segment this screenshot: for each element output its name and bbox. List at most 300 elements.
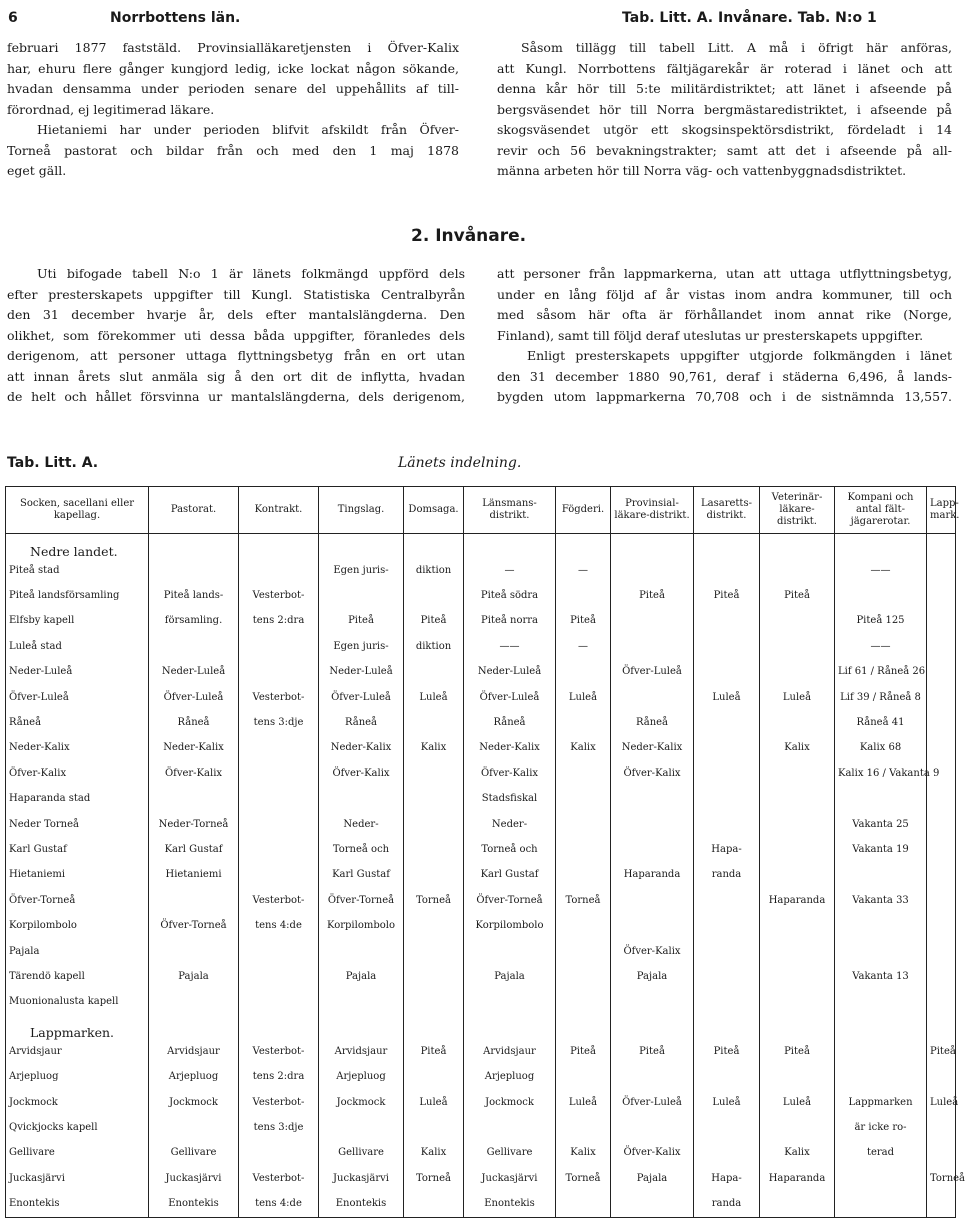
table-cell: [760, 1191, 835, 1217]
column-header: Socken, sacellani eller kapellag.: [6, 487, 149, 534]
table-cell: [694, 1064, 760, 1089]
text-line: skogsväsendet utgör ett skogsinspektörsdistrikt, fördeladt i 14: [497, 122, 952, 137]
column-header: Fögderi.: [556, 487, 611, 534]
table-cell: —: [556, 558, 611, 583]
table-cell: [404, 990, 464, 1015]
table-cell: [404, 913, 464, 938]
table-cell: [239, 787, 319, 812]
table-cell: [611, 609, 694, 634]
table-cell: Kalix: [556, 1141, 611, 1166]
table-cell: Pajala: [319, 964, 404, 989]
empty-cell: [556, 1015, 611, 1039]
table-cell: [239, 660, 319, 685]
table-cell: diktion: [404, 558, 464, 583]
parish-name-cell: Neder Torneå: [6, 812, 149, 837]
table-cell: randa: [694, 1191, 760, 1217]
table-cell: Karl Gustaf: [464, 863, 556, 888]
text-line: att innan årets slut anmäla sig å den ort dit de inflytta, hvadan: [7, 368, 465, 384]
empty-cell: [556, 534, 611, 559]
table-cell: [835, 787, 927, 812]
table-row: [6, 1191, 956, 1217]
table-cell: Juckasjärvi: [464, 1166, 556, 1191]
table-cell: Öfver-Kalix: [611, 939, 694, 964]
text-line: den 31 december 1880 90,761, deraf i städerna 6,496, å lands-: [497, 368, 952, 384]
table-row: [6, 1141, 956, 1166]
text-line: att personer från lappmarkerna, utan att uttaga utflyttningsbetyg,: [497, 266, 952, 281]
table-cell: [319, 787, 404, 812]
table-cell: [239, 1141, 319, 1166]
table-cell: diktion: [404, 634, 464, 659]
empty-cell: [694, 1015, 760, 1039]
table-cell: Gellivare: [149, 1141, 239, 1166]
table-cell: [611, 787, 694, 812]
text-line: hvadan densamma under perioden senare del uppehållits af till-: [7, 81, 459, 96]
table-row: [6, 888, 956, 913]
table-cell: tens 4:de: [239, 913, 319, 938]
table-cell: [556, 837, 611, 862]
table-cell: Luleå: [760, 685, 835, 710]
table-row: [6, 736, 956, 761]
table-row: [6, 710, 956, 735]
empty-cell: [404, 534, 464, 559]
table-row: [6, 609, 956, 634]
table-cell: [149, 990, 239, 1015]
right-running-title: Tab. Litt. A. Invånare. Tab. N:o 1: [622, 10, 877, 26]
table-cell: [556, 990, 611, 1015]
table-cell: [556, 812, 611, 837]
table-cell: [760, 634, 835, 659]
table-cell: [760, 558, 835, 583]
table-cell: Luleå: [404, 1090, 464, 1115]
parish-name-cell: Gellivare: [6, 1141, 149, 1166]
empty-cell: [835, 1015, 927, 1039]
table-cell: Piteå norra: [464, 609, 556, 634]
table-cell: [835, 863, 927, 888]
table-cell: Vakanta 25: [835, 812, 927, 837]
section-title: Lappmarken.: [6, 1015, 149, 1039]
table-cell: ——: [835, 558, 927, 583]
table-cell: Piteå: [760, 1039, 835, 1064]
table-cell: Öfver-Luleå: [611, 1090, 694, 1115]
table-cell: Juckasjärvi: [319, 1166, 404, 1191]
table-cell: [611, 888, 694, 913]
table-cell: [927, 634, 956, 659]
table-cell: Lif 61 / Råneå 26: [835, 660, 927, 685]
table-cell: [694, 761, 760, 786]
table-cell: [694, 964, 760, 989]
table-cell: Piteå: [927, 1039, 956, 1064]
table-cell: Öfver-Torneå: [319, 888, 404, 913]
table-cell: [927, 1064, 956, 1089]
table-cell: [149, 787, 239, 812]
table-cell: [404, 660, 464, 685]
table-cell: Torneå och: [319, 837, 404, 862]
table-cell: Stadsfiskal: [464, 787, 556, 812]
parish-name-cell: Tärendö kapell: [6, 964, 149, 989]
text-line: Enligt presterskapets uppgifter utgjorde folkmängden i länet: [527, 348, 952, 363]
table-cell: [927, 787, 956, 812]
table-cell: [556, 964, 611, 989]
table-cell: Vesterbot-: [239, 888, 319, 913]
table-cell: Vesterbot-: [239, 685, 319, 710]
table-cell: [835, 583, 927, 608]
table-cell: [927, 736, 956, 761]
table-cell: [149, 888, 239, 913]
parish-name-cell: Haparanda stad: [6, 787, 149, 812]
table-cell: Torneå: [404, 1166, 464, 1191]
text-line: efter presterskapets uppgifter till Kungl. Statistiska Centralbyrån: [7, 286, 465, 302]
table-cell: Råneå: [611, 710, 694, 735]
table-cell: Neder-Luleå: [149, 660, 239, 685]
table-cell: Gellivare: [319, 1141, 404, 1166]
table-cell: Luleå: [404, 685, 464, 710]
table-cell: [611, 913, 694, 938]
section-row: [6, 1015, 956, 1039]
table-cell: Gellivare: [464, 1141, 556, 1166]
empty-cell: [404, 1015, 464, 1039]
table-row: [6, 660, 956, 685]
table-cell: Pajala: [149, 964, 239, 989]
table-row: [6, 812, 956, 837]
parish-name-cell: Muonionalusta kapell: [6, 990, 149, 1015]
table-cell: [556, 787, 611, 812]
column-header: Länsmans-distrikt.: [464, 487, 556, 534]
mid-right-paragraph: [497, 264, 952, 408]
table-cell: Kalix: [404, 1141, 464, 1166]
table-cell: [611, 812, 694, 837]
table-cell: [694, 736, 760, 761]
table-cell: Öfver-Torneå: [464, 888, 556, 913]
empty-cell: [239, 1015, 319, 1039]
table-cell: [927, 660, 956, 685]
text-line: olikhet, som förekommer uti dessa båda uppgifter, föranledes dels: [7, 327, 465, 343]
table-cell: [404, 710, 464, 735]
table-cell: [835, 939, 927, 964]
parish-name-cell: Qvickjocks kapell: [6, 1115, 149, 1140]
table-cell: [149, 939, 239, 964]
table-cell: [239, 939, 319, 964]
table-cell: [760, 787, 835, 812]
table-cell: [556, 1115, 611, 1140]
table-cell: [464, 939, 556, 964]
table-cell: [835, 1064, 927, 1089]
table-cell: Kalix: [760, 1141, 835, 1166]
table-cell: [694, 710, 760, 735]
table-cell: Råneå: [464, 710, 556, 735]
table-cell: Arvidsjaur: [319, 1039, 404, 1064]
text-line: bygden utom lappmarkerna 70,708 och i de sistnämnda 13,557.: [497, 389, 952, 404]
table-cell: Pajala: [611, 964, 694, 989]
empty-cell: [611, 534, 694, 559]
table-row: [6, 990, 956, 1015]
table-row: [6, 964, 956, 989]
column-header: Domsaga.: [404, 487, 464, 534]
table-cell: Lappmarken: [835, 1090, 927, 1115]
table-cell: [694, 609, 760, 634]
table-cell: [835, 913, 927, 938]
table-cell: Neder-Kalix: [611, 736, 694, 761]
table-row: [6, 1090, 956, 1115]
table-cell: [927, 558, 956, 583]
table-row: [6, 761, 956, 786]
empty-cell: [694, 534, 760, 559]
table-cell: [760, 913, 835, 938]
table-cell: [927, 1115, 956, 1140]
text-line: männa arbeten hör till Norra väg- och vattenbyggnadsdistriktet.: [497, 163, 907, 178]
table-cell: Piteå: [760, 583, 835, 608]
table-row: [6, 939, 956, 964]
table-cell: [927, 913, 956, 938]
table-cell: Öfver-Luleå: [464, 685, 556, 710]
empty-cell: [319, 534, 404, 559]
table-cell: Luleå: [556, 1090, 611, 1115]
text-line: revir och 56 bevakningstrakter; samt att det i afseende på all-: [497, 142, 952, 158]
table-cell: [760, 761, 835, 786]
table-cell: Vakanta 19: [835, 837, 927, 862]
table-cell: [556, 939, 611, 964]
division-table: [5, 486, 965, 1218]
table-cell: [694, 1115, 760, 1140]
table-cell: [404, 964, 464, 989]
table-cell: [556, 913, 611, 938]
table-cell: Öfver-Kalix: [149, 761, 239, 786]
table-cell: Piteå: [694, 1039, 760, 1064]
column-header: Veterinär-läkare-distrikt.: [760, 487, 835, 534]
parish-name-cell: Råneå: [6, 710, 149, 735]
table-cell: [694, 634, 760, 659]
table-cell: Egen juris-: [319, 558, 404, 583]
text-line: den 31 december hvarje år, dels efter mantalslängderna. Den: [7, 307, 465, 322]
empty-cell: [611, 1015, 694, 1039]
parish-name-cell: Elfsby kapell: [6, 609, 149, 634]
empty-cell: [760, 534, 835, 559]
table-cell: [556, 1064, 611, 1089]
column-header: Lasaretts-distrikt.: [694, 487, 760, 534]
table-cell: [760, 1064, 835, 1089]
table-cell: Torneå och: [464, 837, 556, 862]
parish-name-cell: Enontekis: [6, 1191, 149, 1217]
table-cell: Luleå: [694, 685, 760, 710]
table-cell: Haparanda: [760, 1166, 835, 1191]
table-row: [6, 1115, 956, 1140]
text-line: eget gäll.: [7, 163, 67, 178]
table-row: [6, 1039, 956, 1064]
table-cell: [694, 558, 760, 583]
parish-name-cell: Neder-Kalix: [6, 736, 149, 761]
table-cell: [835, 1039, 927, 1064]
table-cell: [556, 583, 611, 608]
table-cell: är icke ro-: [835, 1115, 927, 1140]
text-line: har, ehuru flere gånger kungjord ledig, icke lockat någon sökande,: [7, 60, 459, 76]
table-cell: [611, 685, 694, 710]
table-row: [6, 837, 956, 862]
text-line: bergsväsendet hör till Norra bergmästaredistriktet, i afseende på: [497, 101, 952, 117]
table-cell: [404, 761, 464, 786]
parish-name-cell: Piteå landsförsamling: [6, 583, 149, 608]
table-cell: Piteå 125: [835, 609, 927, 634]
table-cell: Öfver-Kalix: [319, 761, 404, 786]
table-cell: [927, 812, 956, 837]
table-cell: [404, 1191, 464, 1217]
table-cell: Egen juris-: [319, 634, 404, 659]
table-cell: Neder-Kalix: [464, 736, 556, 761]
table-cell: Kalix: [404, 736, 464, 761]
table-cell: Hietaniemi: [149, 863, 239, 888]
table-cell: tens 3:dje: [239, 710, 319, 735]
table-row: [6, 1064, 956, 1089]
table-cell: [239, 812, 319, 837]
table-cell: Luleå: [927, 1090, 956, 1115]
parish-name-cell: Luleå stad: [6, 634, 149, 659]
table-cell: [149, 634, 239, 659]
table-cell: Öfver-Kalix: [611, 1141, 694, 1166]
parish-name-cell: Öfver-Torneå: [6, 888, 149, 913]
table-cell: Pajala: [464, 964, 556, 989]
empty-cell: [464, 1015, 556, 1039]
table-row: [6, 583, 956, 608]
table-cell: [464, 990, 556, 1015]
table-cell: Piteå lands-: [149, 583, 239, 608]
table-cell: [556, 660, 611, 685]
table-cell: [611, 1115, 694, 1140]
mid-left-paragraph: [7, 264, 465, 408]
table-cell: [239, 990, 319, 1015]
table-row: [6, 913, 956, 938]
parish-name-cell: Karl Gustaf: [6, 837, 149, 862]
text-line: Såsom tillägg till tabell Litt. A må i öfrigt här anföras,: [521, 40, 952, 55]
table-cell: Vakanta 13: [835, 964, 927, 989]
table-cell: [239, 634, 319, 659]
column-header: Kompani och antal fält-jägarerotar.: [835, 487, 927, 534]
table-cell: Arjepluog: [149, 1064, 239, 1089]
table-cell: Torneå: [556, 888, 611, 913]
text-line: att Kungl. Norrbottens fältjägarekår är roterad i länet och att: [497, 60, 952, 76]
table-cell: [927, 685, 956, 710]
table-cell: Öfver-Luleå: [611, 660, 694, 685]
table-cell: Haparanda: [760, 888, 835, 913]
table-cell: [927, 964, 956, 989]
table-cell: Torneå: [404, 888, 464, 913]
table-cell: [319, 1115, 404, 1140]
table-cell: tens 2:dra: [239, 609, 319, 634]
table-cell: Arjepluog: [464, 1064, 556, 1089]
table-row: [6, 634, 956, 659]
table-cell: Jockmock: [319, 1090, 404, 1115]
text-line: Hietaniemi har under perioden blifvit afskildt från Öfver-: [37, 122, 459, 137]
table-cell: Piteå: [611, 583, 694, 608]
table-cell: Vesterbot-: [239, 1039, 319, 1064]
table-cell: [760, 990, 835, 1015]
table-cell: Arvidsjaur: [464, 1039, 556, 1064]
table-cell: [694, 913, 760, 938]
table-cell: —: [556, 634, 611, 659]
table-cell: [760, 863, 835, 888]
table-cell: [611, 990, 694, 1015]
table-cell: Luleå: [760, 1090, 835, 1115]
table-cell: Karl Gustaf: [149, 837, 239, 862]
text-line: de helt och hållet försvinna ur mantalslängderna, dels derigenom,: [7, 389, 465, 404]
table-cell: Vakanta 33: [835, 888, 927, 913]
table-cell: Råneå: [319, 710, 404, 735]
table-cell: [927, 1141, 956, 1166]
parish-name-cell: Jockmock: [6, 1090, 149, 1115]
table-cell: [319, 583, 404, 608]
table-cell: Piteå: [404, 1039, 464, 1064]
table-cell: Jockmock: [464, 1090, 556, 1115]
table-cell: [404, 812, 464, 837]
table-cell: [464, 1115, 556, 1140]
table-cell: Piteå: [404, 609, 464, 634]
empty-cell: [835, 534, 927, 559]
table-cell: Öfver-Torneå: [149, 913, 239, 938]
table-cell: Hapa-: [694, 1166, 760, 1191]
table-cell: Juckasjärvi: [149, 1166, 239, 1191]
table-cell: tens 2:dra: [239, 1064, 319, 1089]
left-running-title: Norrbottens län.: [110, 10, 241, 26]
table-cell: Enontekis: [464, 1191, 556, 1217]
table-cell: Råneå 41: [835, 710, 927, 735]
table-cell: [927, 863, 956, 888]
table-cell: [694, 939, 760, 964]
text-line: februari 1877 faststäld. Provinsialläkaretjensten i Öfver-Kalix: [7, 40, 459, 55]
table-cell: Öfver-Kalix: [464, 761, 556, 786]
table-cell: [611, 837, 694, 862]
parish-name-cell: Arjepluog: [6, 1064, 149, 1089]
table-cell: [927, 1191, 956, 1217]
table-cell: Öfver-Kalix: [611, 761, 694, 786]
table-cell: Lif 39 / Råneå 8: [835, 685, 927, 710]
table-cell: [694, 1141, 760, 1166]
text-line: Torneå pastorat och bildar från och med den 1 maj 1878: [7, 142, 459, 158]
table-cell: Kalix 16 / Vakanta 9: [835, 761, 927, 786]
table-cell: [611, 1064, 694, 1089]
table-cell: —: [464, 558, 556, 583]
text-line: denna kår hör till 5:te militärdistriktet; att länet i afseende på: [497, 81, 952, 96]
top-right-paragraph: [497, 38, 952, 182]
section-title: Nedre landet.: [6, 534, 149, 559]
table-cell: [319, 990, 404, 1015]
table-cell: Piteå: [556, 609, 611, 634]
column-header: Provinsial-läkare-distrikt.: [611, 487, 694, 534]
table-row: [6, 787, 956, 812]
table-cell: [694, 990, 760, 1015]
table-cell: Enontekis: [149, 1191, 239, 1217]
text-line: under en lång följd af år vistas inom andra kommuner, till och: [497, 286, 952, 302]
table-cell: Piteå: [611, 1039, 694, 1064]
table-cell: Arjepluog: [319, 1064, 404, 1089]
table-cell: [927, 990, 956, 1015]
table-cell: [927, 888, 956, 913]
table-cell: Piteå: [694, 583, 760, 608]
section-heading: 2. Invånare.: [411, 226, 527, 246]
table-cell: [760, 812, 835, 837]
table-cell: Kalix 68: [835, 736, 927, 761]
empty-cell: [149, 1015, 239, 1039]
section-row: [6, 534, 956, 559]
table-cell: ——: [835, 634, 927, 659]
table-cell: Jockmock: [149, 1090, 239, 1115]
table-row: [6, 558, 956, 583]
empty-cell: [464, 534, 556, 559]
table-cell: [927, 583, 956, 608]
table-cell: Piteå: [556, 1039, 611, 1064]
table-cell: [149, 558, 239, 583]
column-header: Pastorat.: [149, 487, 239, 534]
table-cell: Torneå: [927, 1166, 956, 1191]
table-cell: [611, 634, 694, 659]
table-cell: Neder-: [319, 812, 404, 837]
table-cell: terad: [835, 1141, 927, 1166]
